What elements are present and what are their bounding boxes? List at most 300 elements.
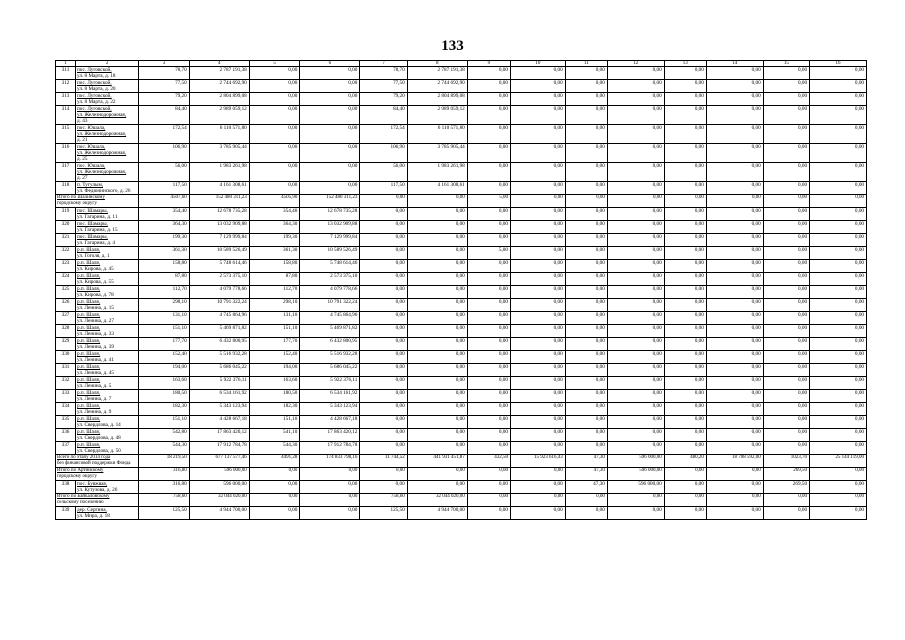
value-cell: 0,00 (664, 163, 706, 182)
value-cell: 0,00 (360, 325, 407, 338)
value-cell: 0,00 (407, 351, 467, 364)
value-cell: 0,00 (467, 403, 510, 416)
value-cell: 0,00 (565, 312, 607, 325)
value-cell: 47,30 (565, 481, 607, 494)
value-cell: 78,70 (139, 67, 190, 80)
value-cell: 0,00 (467, 416, 510, 429)
value-cell: 316,80 (139, 481, 190, 494)
value-cell: 0,00 (763, 144, 809, 163)
value-cell: 0,00 (510, 364, 565, 377)
value-cell: 0,00 (607, 377, 664, 390)
address-cell (76, 390, 139, 403)
value-cell: 0,00 (763, 377, 809, 390)
value-cell: 17 912 784,78 (189, 442, 249, 455)
table-row (56, 221, 867, 234)
table-row (56, 273, 867, 286)
value-cell: 56,00 (139, 163, 190, 182)
address-line: ул. Ленина, д. 41 (77, 357, 114, 363)
value-cell: 0,00 (664, 273, 706, 286)
row-number: 314 (56, 106, 76, 125)
value-cell: 0,00 (249, 106, 300, 125)
address-line: пос. Шамары, (77, 208, 108, 214)
value-cell: 0,00 (810, 403, 867, 416)
value-cell: 17 863 420,12 (189, 429, 249, 442)
value-cell: 0,00 (510, 286, 565, 299)
value-cell: 0,00 (510, 494, 565, 507)
value-cell: 0,00 (706, 494, 763, 507)
value-cell: 0,00 (763, 390, 809, 403)
value-cell: 0,00 (706, 163, 763, 182)
value-cell: 0,00 (664, 247, 706, 260)
value-cell: 0,00 (706, 351, 763, 364)
value-cell: 0,00 (300, 507, 360, 520)
value-cell: 0,00 (565, 273, 607, 286)
value-cell: 0,00 (810, 494, 867, 507)
value-cell: 0,00 (664, 125, 706, 144)
table-row (56, 234, 867, 247)
value-cell: 0,00 (810, 195, 867, 208)
address-line: Итого по Байкаловскому (57, 494, 110, 499)
value-cell: 0,00 (565, 221, 607, 234)
value-cell: 0,00 (810, 247, 867, 260)
address-line: пос. Шамары, (77, 234, 108, 240)
value-cell: 0,00 (407, 234, 467, 247)
value-cell: 0,00 (763, 125, 809, 144)
value-cell: 5 686 045,22 (300, 364, 360, 377)
value-cell: 7 129 999,84 (189, 234, 249, 247)
address-cell (76, 442, 139, 455)
row-number: 325 (56, 286, 76, 299)
subtotal-label (56, 468, 139, 481)
address-cell (76, 144, 139, 163)
table-row (56, 429, 867, 442)
value-cell: 0,00 (664, 144, 706, 163)
value-cell: 0,00 (607, 260, 664, 273)
value-cell: 0,00 (407, 273, 467, 286)
column-number: 12 (607, 61, 664, 67)
value-cell: 4 161 308,61 (407, 182, 467, 195)
value-cell: 0,00 (565, 507, 607, 520)
value-cell: 4507,60 (139, 195, 190, 208)
value-cell: 125,50 (360, 507, 407, 520)
value-cell: 5 343 123,94 (189, 403, 249, 416)
value-cell: 0,00 (706, 221, 763, 234)
value-cell: 172,54 (139, 125, 190, 144)
address-cell (76, 312, 139, 325)
value-cell: 151,10 (139, 325, 190, 338)
value-cell: 0,00 (664, 468, 706, 481)
row-number: 317 (56, 163, 76, 182)
value-cell: 0,00 (706, 390, 763, 403)
value-cell: 0,00 (565, 325, 607, 338)
value-cell: 6 110 571,80 (407, 125, 467, 144)
row-number: 336 (56, 429, 76, 442)
value-cell: 77,50 (139, 80, 190, 93)
table-row (56, 247, 867, 260)
address-line: ул. Кутузова, д. 26 (77, 487, 118, 493)
value-cell: 0,00 (467, 299, 510, 312)
value-cell: 5 686 045,22 (189, 364, 249, 377)
value-cell: 544,30 (249, 442, 300, 455)
value-cell: 0,00 (664, 299, 706, 312)
value-cell: 0,00 (664, 286, 706, 299)
value-cell: 0,00 (510, 234, 565, 247)
table-row (56, 338, 867, 351)
address-line: ул. Ленина, д. 5 (77, 383, 112, 389)
value-cell: 13 032 909,88 (189, 221, 249, 234)
value-cell: 0,00 (360, 377, 407, 390)
value-cell: 0,00 (810, 163, 867, 182)
value-cell: 4 161 308,61 (189, 182, 249, 195)
address-line: Итого по Шалинскому (57, 195, 105, 200)
row-number: 330 (56, 351, 76, 364)
value-cell: 0,00 (664, 234, 706, 247)
column-number: 13 (664, 61, 706, 67)
value-cell: 0,00 (300, 144, 360, 163)
address-line: без финансовой поддержки Фонда (57, 461, 131, 466)
value-cell: 0,00 (565, 286, 607, 299)
row-number: 332 (56, 377, 76, 390)
value-cell: 0,00 (360, 351, 407, 364)
value-cell: 0,00 (467, 312, 510, 325)
value-cell: 0,00 (706, 442, 763, 455)
value-cell: 0,00 (510, 416, 565, 429)
value-cell: 25 144 119,00 (810, 455, 867, 468)
value-cell: 0,00 (360, 442, 407, 455)
value-cell: 0,00 (607, 93, 664, 106)
value-cell: 1 983 261,98 (189, 163, 249, 182)
value-cell: 0,00 (763, 195, 809, 208)
value-cell: 0,00 (467, 442, 510, 455)
value-cell: 0,00 (467, 429, 510, 442)
value-cell: 17 912 784,78 (300, 442, 360, 455)
address-line: ул. Железнодорожная, (77, 169, 127, 175)
value-cell: 441 931 451,87 (407, 455, 467, 468)
value-cell: 0,00 (607, 364, 664, 377)
column-number: 4 (189, 61, 249, 67)
value-cell: 2 787 191,38 (189, 67, 249, 80)
value-cell: 79,20 (360, 93, 407, 106)
value-cell: 0,00 (467, 507, 510, 520)
address-line: п. Тугулым, (77, 182, 104, 188)
address-cell (76, 364, 139, 377)
value-cell: 5,00 (467, 195, 510, 208)
address-line: ул. 8 Марта, д. 20 (77, 86, 116, 92)
table-row (56, 390, 867, 403)
value-cell: 2 804 899,08 (189, 93, 249, 106)
address-line: ул. Ленина, д. 45 (77, 370, 114, 376)
value-cell: 758,60 (139, 494, 190, 507)
value-cell: 10 791 322,24 (300, 299, 360, 312)
value-cell: 0,00 (763, 429, 809, 442)
value-cell: 0,00 (510, 403, 565, 416)
address-line: р.п. Шаля, (77, 299, 101, 305)
address-cell (76, 247, 139, 260)
value-cell: 0,00 (407, 195, 467, 208)
value-cell: 0,00 (510, 312, 565, 325)
value-cell: 3 785 905,44 (189, 144, 249, 163)
value-cell: 0,00 (607, 80, 664, 93)
value-cell: 0,00 (407, 299, 467, 312)
address-line: дер. Сергина, (77, 507, 107, 513)
value-cell: 182,30 (139, 403, 190, 416)
column-number: 5 (249, 61, 300, 67)
value-cell: 0,00 (467, 338, 510, 351)
value-cell: 2 989 059,12 (189, 106, 249, 125)
value-cell: 0,00 (664, 481, 706, 494)
value-cell: 0,00 (565, 299, 607, 312)
row-number: 327 (56, 312, 76, 325)
value-cell: 0,00 (810, 481, 867, 494)
value-cell: 0,00 (810, 260, 867, 273)
row-number: 315 (56, 125, 76, 144)
value-cell: 10 589 526,49 (300, 247, 360, 260)
value-cell: 0,00 (407, 208, 467, 221)
value-cell: 0,00 (607, 182, 664, 195)
row-number: 328 (56, 325, 76, 338)
address-line: р.п. Шаля, (77, 312, 101, 318)
value-cell: 0,00 (467, 377, 510, 390)
value-cell: 163,60 (139, 377, 190, 390)
address-line: пос. Шамары, (77, 221, 108, 227)
value-cell: 0,00 (706, 286, 763, 299)
value-cell: 0,00 (249, 494, 300, 507)
value-cell: 0,00 (607, 221, 664, 234)
value-cell: 0,00 (565, 247, 607, 260)
address-cell (76, 507, 139, 520)
value-cell: 5 922 376,11 (300, 377, 360, 390)
value-cell: 0,00 (607, 67, 664, 80)
column-number: 1 (56, 61, 76, 67)
row-number: 337 (56, 442, 76, 455)
value-cell: 0,00 (407, 390, 467, 403)
value-cell: 0,00 (763, 338, 809, 351)
value-cell: 0,00 (763, 260, 809, 273)
value-cell: 0,00 (664, 403, 706, 416)
value-cell: 0,00 (664, 260, 706, 273)
value-cell: 0,00 (565, 494, 607, 507)
value-cell: 117,50 (360, 182, 407, 195)
value-cell: 0,00 (706, 481, 763, 494)
address-line: ул. 8 Марта, д. 18 (77, 73, 116, 79)
value-cell: 0,00 (565, 163, 607, 182)
value-cell: 0,00 (810, 125, 867, 144)
value-cell: 0,00 (407, 468, 467, 481)
value-cell: 0,00 (300, 481, 360, 494)
value-cell: 0,00 (360, 208, 407, 221)
value-cell: 0,00 (664, 208, 706, 221)
value-cell: 0,00 (360, 221, 407, 234)
value-cell: 84,40 (360, 106, 407, 125)
value-cell: 0,00 (407, 429, 467, 442)
value-cell: 0,00 (360, 403, 407, 416)
value-cell: 0,00 (810, 390, 867, 403)
value-cell: 2 573 375,10 (300, 273, 360, 286)
value-cell: 12 678 735,28 (189, 208, 249, 221)
value-cell: 0,00 (360, 234, 407, 247)
value-cell: 87,80 (249, 273, 300, 286)
value-cell: 0,00 (565, 364, 607, 377)
value-cell: 0,00 (763, 208, 809, 221)
value-cell: 0,00 (763, 273, 809, 286)
value-cell: 0,00 (300, 494, 360, 507)
address-cell (76, 416, 139, 429)
value-cell: 0,00 (706, 416, 763, 429)
address-line: ул. Гагарина, д. 4 (77, 240, 116, 246)
row-number: 333 (56, 390, 76, 403)
value-cell: 0,00 (467, 125, 510, 144)
value-cell: 152 480 311,23 (189, 195, 249, 208)
value-cell: 0,00 (249, 144, 300, 163)
column-number: 16 (810, 61, 867, 67)
value-cell: 596 000,00 (607, 468, 664, 481)
address-line: р.п. Шаля, (77, 377, 101, 383)
value-cell: 47,30 (565, 455, 607, 468)
value-cell: 0,00 (706, 260, 763, 273)
column-number: 7 (360, 61, 407, 67)
value-cell: 0,00 (565, 377, 607, 390)
value-cell: 0,00 (510, 182, 565, 195)
value-cell: 0,00 (510, 351, 565, 364)
address-line: городскому округу (57, 201, 97, 206)
value-cell: 432,50 (467, 455, 510, 468)
value-cell: 0,00 (763, 494, 809, 507)
value-cell: 0,00 (810, 507, 867, 520)
value-cell: 0,00 (607, 163, 664, 182)
address-cell (76, 429, 139, 442)
table-row (56, 93, 867, 106)
value-cell: 0,00 (763, 442, 809, 455)
address-line: ул. Свердлова, д. 48 (77, 435, 121, 441)
value-cell: 0,00 (300, 106, 360, 125)
value-cell: 199,30 (139, 234, 190, 247)
value-cell: 2 804 899,08 (407, 93, 467, 106)
table-row (56, 80, 867, 93)
address-line: пос. Луговской, (77, 80, 112, 86)
value-cell: 0,00 (763, 507, 809, 520)
value-cell: 6 534 161,92 (300, 390, 360, 403)
value-cell: 106,90 (139, 144, 190, 163)
address-line: ул. Гагарина, д. 11 (77, 214, 118, 220)
value-cell: 0,00 (706, 364, 763, 377)
value-cell: 0,00 (565, 125, 607, 144)
row-number: 320 (56, 221, 76, 234)
value-cell: 0,00 (510, 93, 565, 106)
value-cell: 0,00 (763, 325, 809, 338)
value-cell: 0,00 (510, 221, 565, 234)
value-cell: 0,00 (763, 106, 809, 125)
value-cell: 0,00 (565, 195, 607, 208)
value-cell: 0,00 (360, 286, 407, 299)
row-number: 331 (56, 364, 76, 377)
value-cell: 0,00 (249, 93, 300, 106)
value-cell: 6 110 571,80 (189, 125, 249, 144)
value-cell: 6 432 800,95 (189, 338, 249, 351)
value-cell: 0,00 (810, 234, 867, 247)
value-cell: 0,00 (810, 182, 867, 195)
page-number: 133 (441, 38, 464, 54)
value-cell: 0,00 (607, 429, 664, 442)
value-cell: 0,00 (664, 364, 706, 377)
address-line: д. 43 (77, 118, 88, 124)
value-cell: 0,00 (510, 429, 565, 442)
address-line: пос. Юшала, (77, 163, 106, 169)
value-cell: 0,00 (249, 67, 300, 80)
value-cell: 0,00 (360, 299, 407, 312)
value-cell: 0,00 (763, 93, 809, 106)
value-cell: 174 833 798,16 (300, 455, 360, 468)
address-line: ул. Ленина, д. 9 (77, 409, 112, 415)
value-cell: 0,00 (510, 377, 565, 390)
value-cell: 0,00 (607, 403, 664, 416)
value-cell: 0,00 (510, 195, 565, 208)
value-cell: 177,70 (139, 338, 190, 351)
value-cell: 12 678 735,28 (300, 208, 360, 221)
address-line: ул. Свердлова, д. 50 (77, 448, 121, 454)
value-cell: 0,00 (763, 221, 809, 234)
value-cell: 0,00 (664, 195, 706, 208)
value-cell: 0,00 (664, 312, 706, 325)
address-cell (76, 221, 139, 234)
value-cell: 0,00 (360, 468, 407, 481)
value-cell: 180,50 (249, 390, 300, 403)
value-cell: 0,00 (565, 416, 607, 429)
value-cell: 10 589 526,49 (189, 247, 249, 260)
address-cell (76, 338, 139, 351)
value-cell: 0,00 (407, 416, 467, 429)
address-cell (76, 208, 139, 221)
value-cell: 0,00 (565, 260, 607, 273)
value-cell: 4505,90 (249, 195, 300, 208)
address-line: ул. Мира, д. 18 (77, 513, 110, 519)
value-cell: 361,30 (139, 247, 190, 260)
address-cell (76, 80, 139, 93)
address-cell (76, 182, 139, 195)
value-cell: 0,00 (763, 163, 809, 182)
address-line: ул. Железнодорожная, (77, 131, 127, 137)
row-number: 312 (56, 80, 76, 93)
row-number: 316 (56, 144, 76, 163)
subtotal-label (56, 494, 139, 507)
value-cell: 0,00 (249, 125, 300, 144)
value-cell: 0,00 (565, 93, 607, 106)
row-number: 329 (56, 338, 76, 351)
address-line: ул. 8 Марта, д. 22 (77, 99, 116, 105)
subtotal-label (56, 455, 139, 468)
value-cell: 0,00 (565, 390, 607, 403)
value-cell: 0,00 (706, 312, 763, 325)
row-number: 324 (56, 273, 76, 286)
table-row (56, 125, 867, 144)
address-line: ул. Железнодорожная, (77, 112, 127, 118)
row-number: 313 (56, 93, 76, 106)
value-cell: 0,00 (565, 234, 607, 247)
value-cell: 194,00 (249, 364, 300, 377)
value-cell: 5 516 932,28 (189, 351, 249, 364)
value-cell: 0,00 (407, 442, 467, 455)
value-cell: 0,00 (300, 163, 360, 182)
value-cell: 0,00 (565, 351, 607, 364)
value-cell: 1023,70 (763, 455, 809, 468)
value-cell: 0,00 (810, 312, 867, 325)
value-cell: 0,00 (607, 195, 664, 208)
value-cell: 0,00 (565, 182, 607, 195)
value-cell: 0,00 (810, 299, 867, 312)
value-cell: 1 983 261,98 (407, 163, 467, 182)
value-cell: 158,80 (139, 260, 190, 273)
value-cell: 0,00 (360, 390, 407, 403)
value-cell: 0,00 (407, 325, 467, 338)
